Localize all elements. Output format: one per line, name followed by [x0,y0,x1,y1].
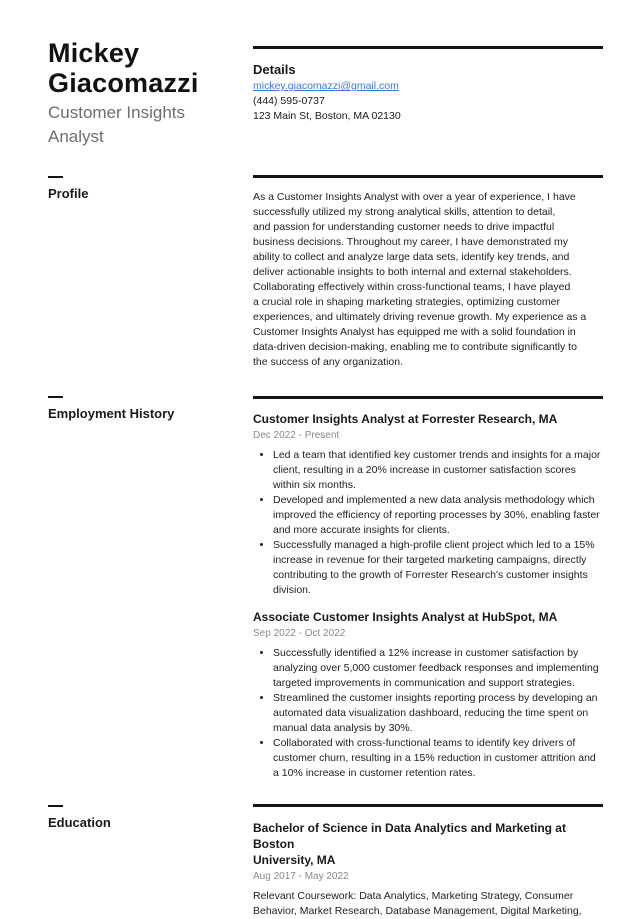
profile-line: experiences, and ultimately driving revenue growth. My experience as a [253,311,587,323]
profile-line: the success of any organization. [253,356,404,368]
candidate-title [48,101,228,149]
section-marker [48,396,63,398]
profile-line: a crucial role in shaping marketing strategies, optimizing customer [253,296,560,308]
profile-line: data-driven decision-making, enabling me to contribute significantly to [253,341,577,353]
education-dates: Aug 2017 - May 2022 [253,871,349,882]
job-bullets [253,646,603,781]
job-title: Associate Customer Insights Analyst at HubSpot, MA [253,610,558,624]
bullet-item: • Streamlined the customer insights reporting process by developing an automated data visualization dashboard, reducing the time spent on manual data analysis by 30%. [273,691,603,736]
section-divider [253,804,603,807]
profile-line: and passion for understanding customer needs to drive impactful [253,221,555,233]
education-heading: Education [48,815,111,830]
profile-line: ability to collect and analyze large data sets, identify key trends, and [253,251,570,263]
coursework [253,889,603,919]
section-divider [253,175,603,178]
coursework-line: Relevant Coursework: Data Analytics, Marketing Strategy, Consumer [253,890,574,902]
details-heading: Details [253,62,296,77]
bullet-item: • Collaborated with cross-functional teams to identify key drivers of customer churn, resulting in a 15% reduction in customer attrition and a 10% increase in customer retention rates. [273,736,603,781]
section-marker [48,176,63,178]
job-dates: Dec 2022 - Present [253,430,340,441]
name-last: Giacomazzi [48,68,199,98]
job-title: Customer Insights Analyst at Forrester Research, MA [253,412,558,426]
bullet-item: • Developed and implemented a new data analysis methodology which improved the efficiency of reporting processes by 30%, enabling faster and more accurate insights for clients. [273,493,603,538]
section-marker [48,805,63,807]
profile-line: successfully utilized my strong analytical skills, attention to detail, [253,206,556,218]
profile-text [253,190,603,370]
employment-section [253,396,603,781]
title-line-1: Customer Insights [48,103,185,122]
education-entry [253,820,603,919]
job-dates: Sep 2022 - Oct 2022 [253,628,346,639]
name-first: Mickey [48,38,140,68]
profile-line: deliver actionable insights to both internal and external stakeholders. [253,266,572,278]
candidate-name [48,38,228,98]
profile-heading: Profile [48,186,89,201]
degree-title-line-1: Bachelor of Science in Data Analytics and Marketing at Boston [253,821,566,851]
profile-line: Customer Insights Analyst has equipped me with a solid foundation in [253,326,576,338]
degree-title-line-2: University, MA [253,853,336,867]
profile-section [253,175,603,370]
bullet-item: • Led a team that identified key customer trends and insights for a major client, resulting in a 20% increase in customer satisfaction scores within six months. [273,448,603,493]
bullet-item: • Successfully identified a 12% increase in customer satisfaction by analyzing over 5,000 customer feedback responses and implementing targeted improvements in communication and support strategies. [273,646,603,691]
profile-line: Collaborating effectively within cross-functional teams, I have played [253,281,571,293]
education-section [253,804,603,919]
job-bullets [253,448,603,598]
title-line-2: Analyst [48,127,104,146]
employment-heading: Employment History [48,406,175,421]
section-divider [253,396,603,399]
section-divider [253,46,603,49]
address: 123 Main St, Boston, MA 02130 [253,110,401,122]
profile-line: business decisions. Throughout my career, I have demonstrated my [253,236,568,248]
job-entry [253,609,603,781]
email-link[interactable]: mickey.giacomazzi@gmail.com [253,80,399,92]
coursework-line: Behavior, Market Research, Database Management, Digital Marketing, [253,905,582,917]
profile-line: As a Customer Insights Analyst with over a year of experience, I have [253,191,576,203]
bullet-item: • Successfully managed a high-profile client project which led to a 15% increase in revenue for their targeted marketing campaigns, directly contributing to the growth of Forrester Research's customer insights division. [273,538,603,598]
job-entry [253,411,603,598]
phone-number: (444) 595-0737 [253,95,325,107]
details-section [253,46,603,124]
